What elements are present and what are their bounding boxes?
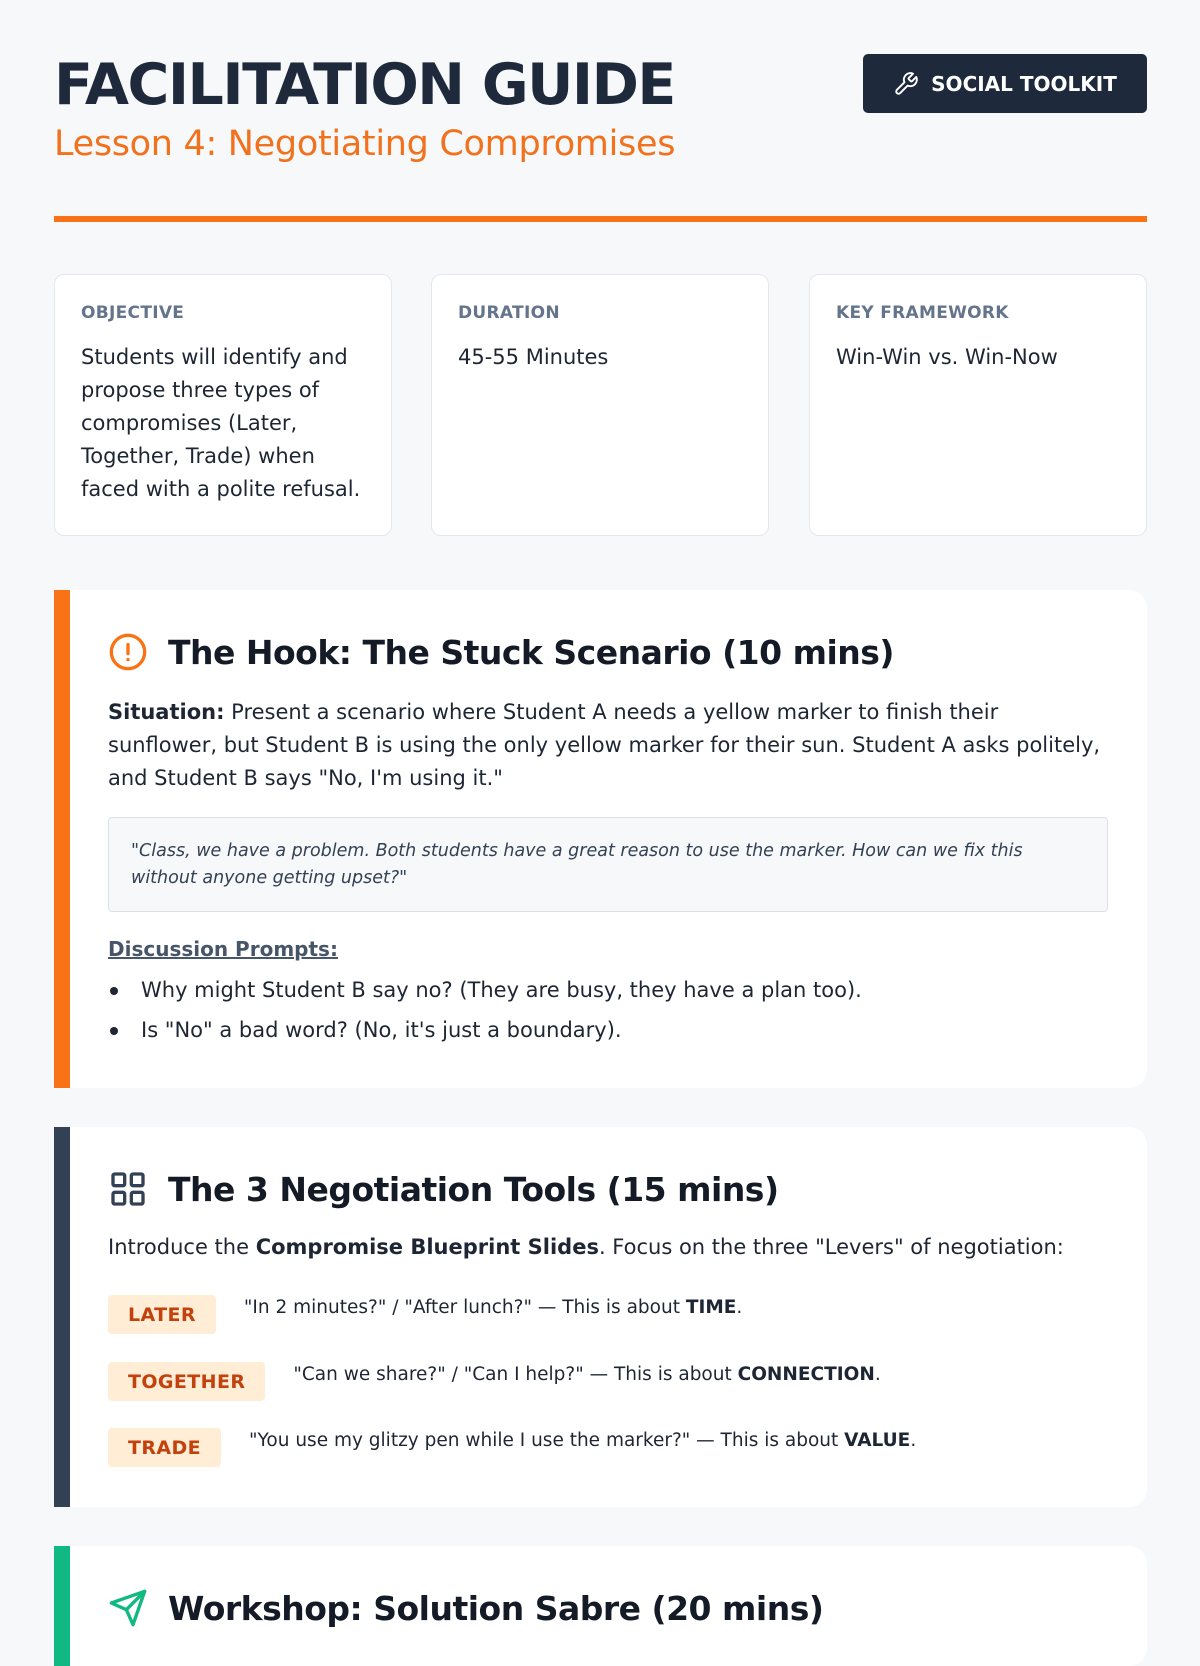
later-tag: LATER (108, 1295, 216, 1334)
lesson-subtitle: Lesson 4: Negotiating Compromises (54, 124, 676, 164)
workshop-title: Workshop: Solution Sabre (20 mins) (168, 1588, 824, 1628)
social-toolkit-button[interactable] (863, 54, 1147, 113)
alert-circle-icon (108, 632, 148, 672)
trade-tag: TRADE (108, 1428, 221, 1467)
tools-title: The 3 Negotiation Tools (15 mins) (168, 1169, 779, 1209)
tool-together-row (108, 1362, 881, 1401)
tools-intro (108, 1231, 1108, 1264)
facilitation-guide-page (54, 0, 1147, 1628)
situation-label: Situation: (108, 700, 225, 724)
lesson-info-cards (54, 274, 1147, 536)
key-framework-card (809, 274, 1147, 536)
workshop-section (54, 1546, 1147, 1666)
tools-accent-bar (54, 1127, 70, 1507)
page-header (54, 0, 1147, 222)
hook-accent-bar (54, 590, 70, 1088)
duration-label: DURATION (458, 303, 560, 323)
key-framework-label: KEY FRAMEWORK (836, 303, 1009, 323)
duration-card (431, 274, 769, 536)
trade-keyword: VALUE (844, 1430, 911, 1451)
later-desc-text: "In 2 minutes?" / "After lunch?" — This is about (243, 1297, 686, 1318)
together-desc-end: . (874, 1364, 881, 1385)
objective-card (54, 274, 392, 536)
discussion-prompts-list (108, 970, 862, 1050)
tools-intro-bold: Compromise Blueprint Slides (255, 1235, 599, 1259)
social-toolkit-label: SOCIAL TOOLKIT (931, 71, 1117, 96)
grid-icon (108, 1169, 148, 1209)
objective-label: OBJECTIVE (81, 303, 185, 323)
send-icon (108, 1588, 148, 1628)
tools-intro-pre: Introduce the (108, 1235, 256, 1259)
discussion-prompts-heading: Discussion Prompts: (108, 937, 338, 961)
list-item: Is "No" a bad word? (No, it's just a boundary). (108, 1010, 862, 1050)
wrench-icon (893, 71, 919, 97)
together-desc-text: "Can we share?" / "Can I help?" — This is about (293, 1364, 738, 1385)
hook-situation (108, 696, 1108, 795)
trade-desc-end: . (910, 1430, 917, 1451)
page-title: FACILITATION GUIDE (54, 52, 675, 118)
hook-title: The Hook: The Stuck Scenario (10 mins) (168, 632, 894, 672)
situation-text: Present a scenario where Student A needs a yellow marker to finish their sunflower, but Student B is using the only yellow marker for their sun. Student A asks politely, and Student B says "No, I'm using it." (108, 700, 1101, 790)
list-item: Why might Student B say no? (They are busy, they have a plan too). (108, 970, 862, 1010)
tools-intro-post: . Focus on the three "Levers" of negotiation: (598, 1235, 1064, 1259)
teacher-quote: "Class, we have a problem. Both students have a great reason to use the marker. How can we fix this without anyone getting upset?" (108, 817, 1108, 912)
tools-section (54, 1127, 1147, 1507)
duration-value: 45-55 Minutes (458, 345, 609, 369)
together-tag: TOGETHER (108, 1362, 265, 1401)
later-keyword: TIME (685, 1297, 737, 1318)
hook-section (54, 590, 1147, 1088)
workshop-accent-bar (54, 1546, 70, 1666)
objective-value: Students will identify and propose three types of compromises (Later, Together, Trade) when faced with a polite refusal. (81, 345, 361, 501)
together-keyword: CONNECTION (737, 1364, 875, 1385)
tool-trade-row (108, 1428, 916, 1467)
tool-later-row (108, 1295, 742, 1334)
later-desc (244, 1297, 742, 1318)
together-desc (293, 1364, 880, 1385)
key-framework-value: Win-Win vs. Win-Now (836, 345, 1058, 369)
trade-desc-text: "You use my glitzy pen while I use the marker?" — This is about (249, 1430, 845, 1451)
trade-desc (249, 1430, 916, 1451)
later-desc-end: . (736, 1297, 743, 1318)
